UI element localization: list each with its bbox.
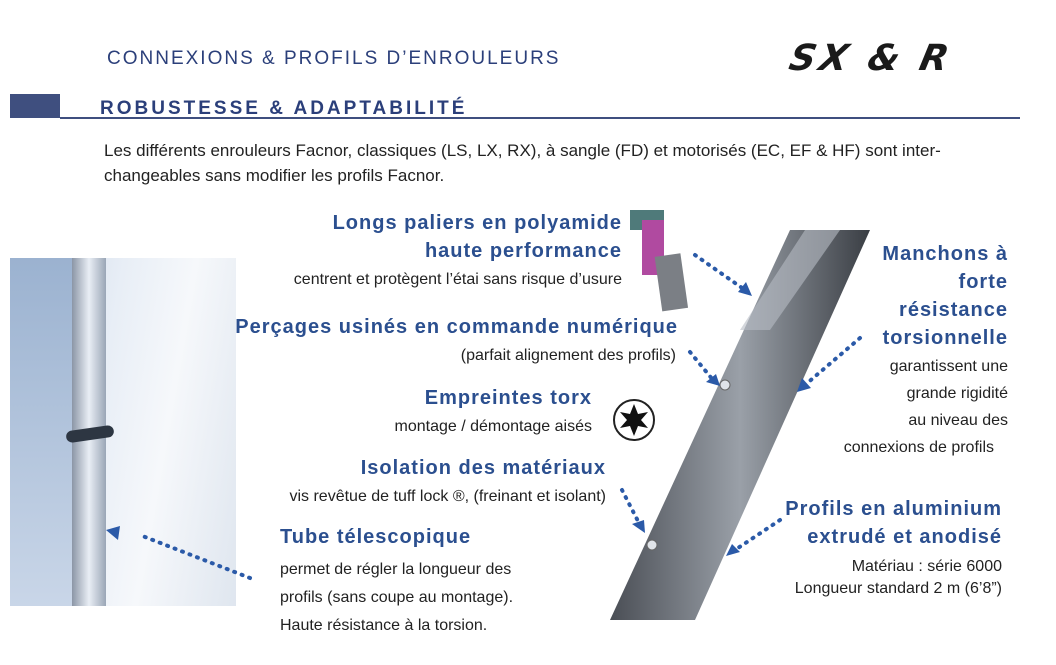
feature-manchons-title-4: torsionnelle	[882, 327, 1008, 349]
feature-manchons-desc-1: garantissent une	[889, 358, 1008, 375]
arrow-profils	[735, 520, 780, 550]
feature-profils-desc	[795, 556, 1002, 600]
feature-paliers-title-2: haute performance	[424, 240, 622, 262]
arrow-tube	[140, 535, 250, 578]
page-header-title: CONNEXIONS & PROFILS D’ENROULEURS	[107, 48, 561, 69]
feature-isolation-title: Isolation des matériaux	[360, 457, 606, 479]
feature-manchons-desc-4: connexions de profils	[843, 439, 994, 456]
feature-paliers-title-1: Longs paliers en polyamide	[332, 212, 622, 234]
feature-manchons-title-3: résistance	[899, 299, 1008, 321]
feature-profils-desc-1: Matériau : série 6000	[851, 558, 1002, 575]
feature-manchons-desc-3: au niveau des	[908, 412, 1008, 429]
feature-tube-desc-2: profils (sans coupe au montage).	[280, 589, 514, 606]
feature-percages-title: Perçages usinés en commande numérique	[235, 316, 678, 338]
feature-profils-title-1: Profils en aluminium	[785, 498, 1002, 520]
feature-tube-title: Tube télescopique	[280, 526, 472, 548]
feature-manchons-desc-2: grande rigidité	[906, 385, 1008, 402]
feature-profils-desc-2: Longueur standard 2 m (6’8”)	[794, 580, 1002, 597]
feature-manchons-title-2: forte	[958, 271, 1008, 293]
feature-manchons-title	[882, 240, 1008, 352]
arrow-paliers	[695, 255, 745, 290]
arrow-isolation	[622, 490, 640, 525]
feature-tube-desc-1: permet de régler la longueur des	[280, 561, 512, 578]
brand-logo: SX & R	[785, 38, 957, 79]
feature-manchons-desc	[844, 353, 1008, 461]
feature-tube-desc	[280, 556, 513, 640]
feature-tube-desc-3: Haute résistance à la torsion.	[280, 617, 488, 634]
feature-profils-title-2: extrudé et anodisé	[807, 526, 1002, 548]
feature-isolation-desc: vis revêtue de tuff lock ®, (freinant et isolant)	[289, 488, 606, 505]
intro-line-1: Les différents enrouleurs Facnor, classiques (LS, LX, RX), à sangle (FD) et motorisés (EC, EF & HF) sont inter-	[104, 141, 941, 160]
feature-manchons-title-1: Manchons à	[882, 243, 1008, 265]
feature-paliers-desc: centrent et protègent l’étai sans risque d’usure	[293, 271, 622, 288]
feature-percages-desc: (parfait alignement des profils)	[460, 347, 676, 364]
intro-line-2: changeables sans modifier les profils Facnor.	[104, 166, 445, 185]
arrow-percages	[690, 352, 713, 380]
feature-torx-desc: montage / démontage aisés	[394, 418, 592, 435]
section-title: ROBUSTESSE & ADAPTABILITÉ	[100, 98, 468, 119]
feature-torx-title: Empreintes torx	[424, 387, 592, 409]
